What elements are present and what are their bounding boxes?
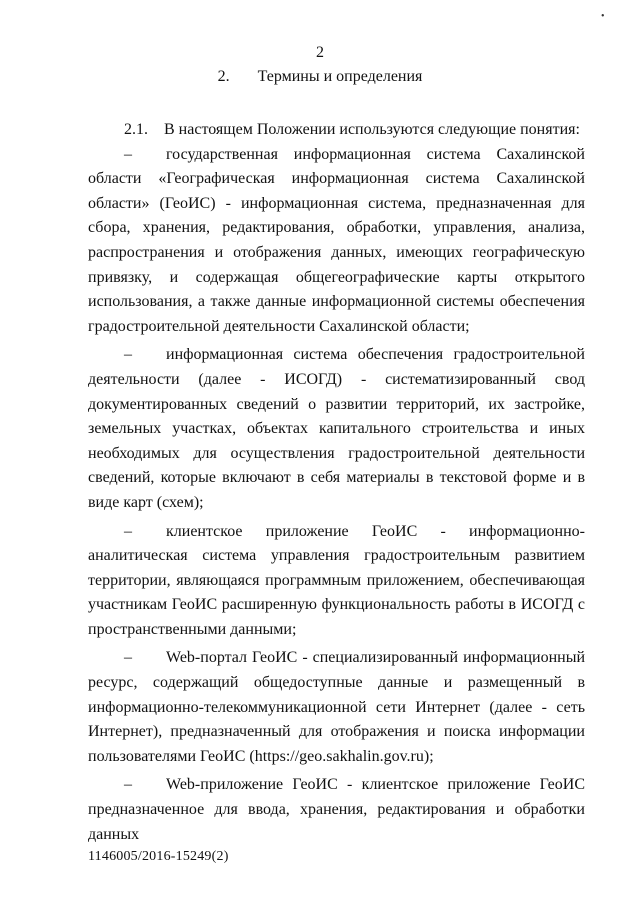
intro-paragraph: [88, 118, 585, 143]
intro-number: 2.1.: [124, 121, 148, 138]
document-id: 1146005/2016-15249(2): [88, 849, 229, 864]
definition-item: [88, 343, 585, 515]
section-title: Термины и определения: [257, 68, 423, 85]
list-dash: –: [124, 776, 132, 794]
list-dash: –: [124, 346, 132, 364]
definition-item: [88, 773, 585, 847]
definition-text: Web-портал ГеоИС - специализированный информационный ресурс, содержащий общедоступные данные и размещенный в информационно-телекоммуникационной сети Интернет (далее - сеть Интернет), предназначенный для отображения и поиска информации пользователями ГеоИС (https://geo.sakhalin.gov.ru);: [88, 649, 585, 765]
definition-item: [88, 646, 585, 769]
section-heading: [0, 68, 640, 86]
definition-text: информационная система обеспечения градостроительной деятельности (далее - ИСОГД) - систематизированный свод документированных сведений о развитии территорий, их застройке, земельных участках, объектах капитального строительства и иных необходимых для осуществления градостроительной деятельности сведений, которые включают в себя материалы в текстовой форме и в виде карт (схем);: [88, 346, 585, 511]
corner-mark: •: [601, 11, 605, 22]
section-number: 2.: [217, 68, 230, 85]
document-body: [88, 118, 585, 847]
list-dash: –: [124, 522, 132, 540]
definition-text: клиентское приложение ГеоИС - информационно-аналитическая система управления градостроительным развитием территории, являющаяся программным приложением, обеспечивающая участникам ГеоИС расширенную функциональность работы в ИСОГД с пространственными данными;: [88, 522, 585, 638]
definition-item: [88, 143, 585, 340]
page-number: 2: [316, 44, 324, 61]
intro-text: В настоящем Положении используются следующие понятия:: [164, 121, 580, 138]
list-dash: –: [124, 649, 132, 667]
definition-item: [88, 520, 585, 643]
list-dash: –: [124, 145, 132, 163]
definition-text: Web-приложение ГеоИС - клиентское приложение ГеоИС предназначенное для ввода, хранения, редактирования и обработки данных: [88, 776, 585, 843]
definition-text: государственная информационная система Сахалинской области «Географическая информационная система Сахалинской области» (ГеоИС) - информационная система, предназначенная для сбора, хранения, редактирования, обработки, управления, анализа, распространения и отображения данных, имеющих географическую привязку, и содержащая общегеографические карты открытого использования, а также данные информационной системы обеспечения градостроительной деятельности Сахалинской области;: [88, 145, 585, 335]
